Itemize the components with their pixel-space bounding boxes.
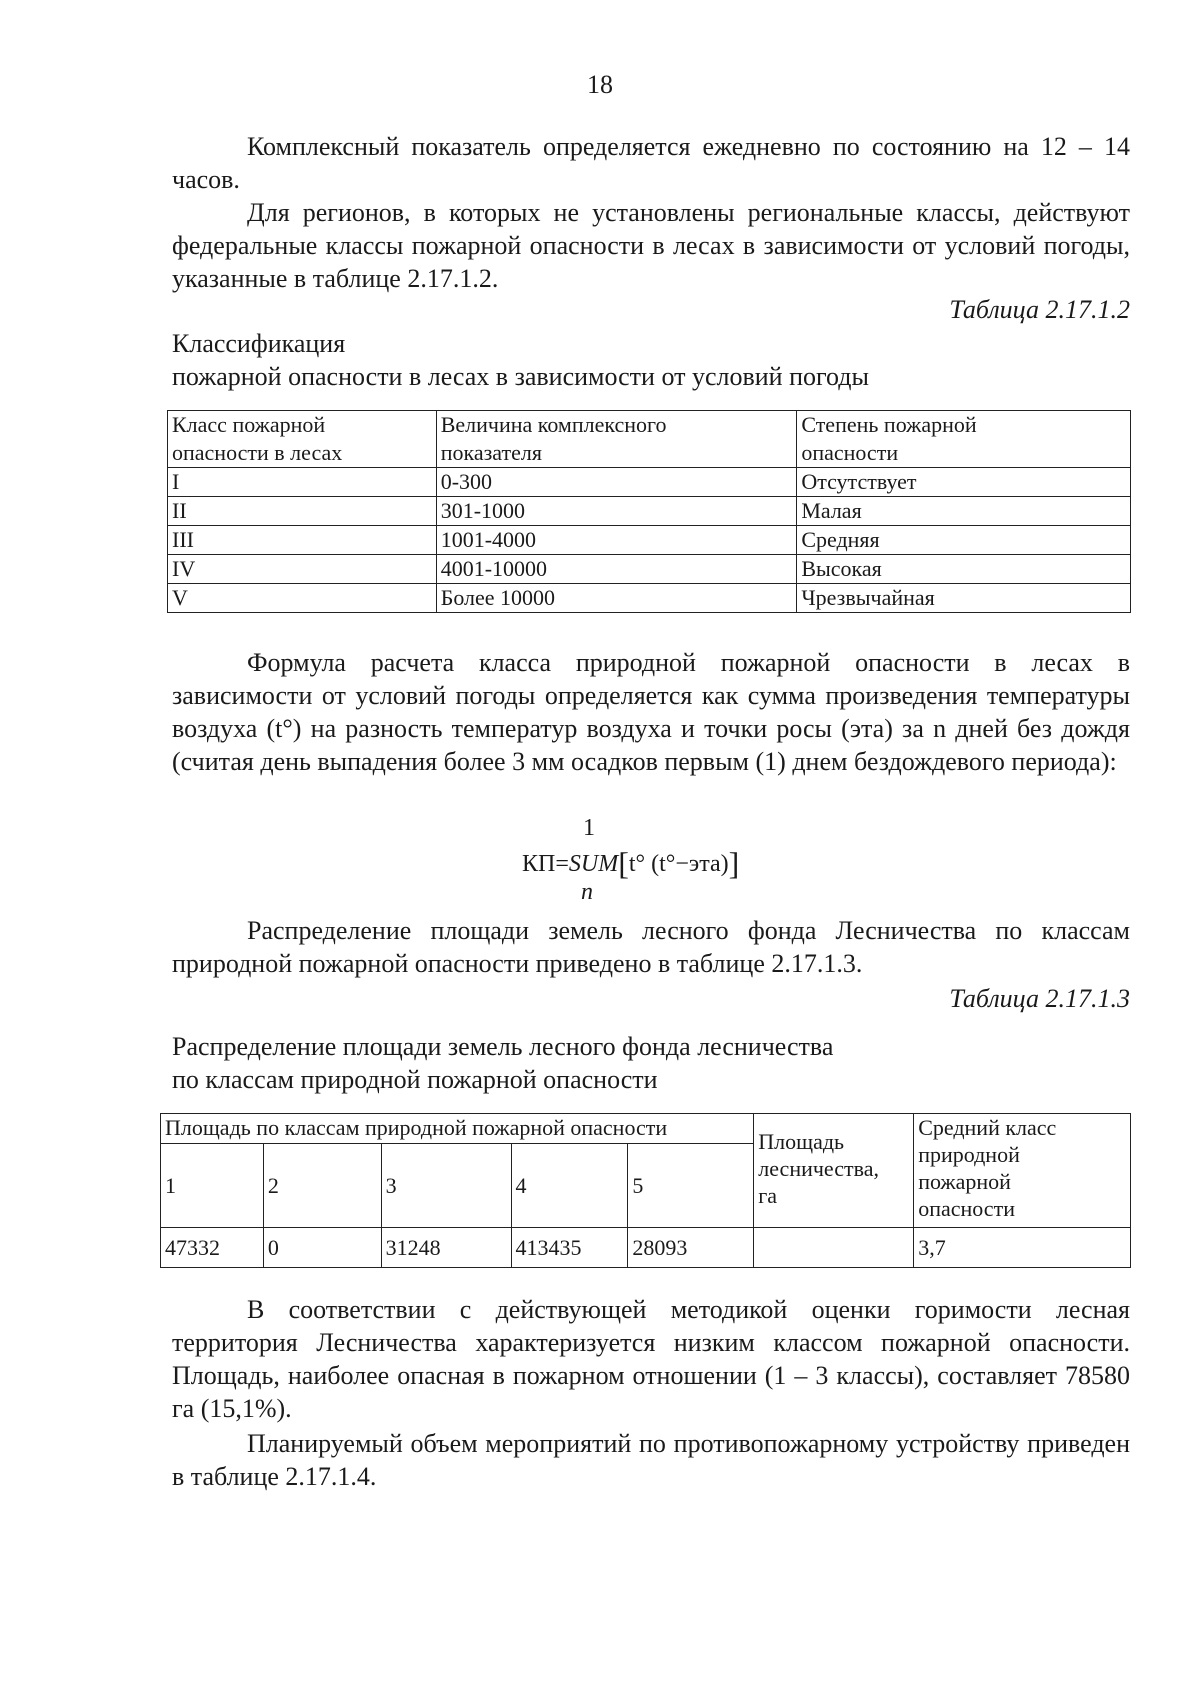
table-cell: Отсутствует xyxy=(797,468,1131,497)
fire-danger-classification-table xyxy=(167,410,1131,613)
table-header-row xyxy=(161,1114,1131,1144)
table-cell-average: 3,7 xyxy=(914,1228,1131,1268)
formula-numerator: 1 xyxy=(583,815,595,841)
table-header-row xyxy=(168,411,1131,468)
paragraph-planned-measures: Планируемый объем мероприятий по противопожарному устройству приведен в таблице 2.17.1.4. xyxy=(172,1429,1130,1491)
table-row xyxy=(168,497,1131,526)
table-cell: Средняя xyxy=(797,526,1131,555)
table-cell: 47332 xyxy=(161,1228,264,1268)
table-cell: Более 10000 xyxy=(436,584,797,613)
class-number-cell: 3 xyxy=(381,1144,511,1228)
class-number-cell: 5 xyxy=(628,1144,754,1228)
table-row xyxy=(168,584,1131,613)
table-cell: 31248 xyxy=(381,1228,511,1268)
table-cell: Чрезвычайная xyxy=(797,584,1131,613)
table-cell: Малая xyxy=(797,497,1131,526)
area-by-fire-class-table xyxy=(160,1113,1131,1268)
class-number-cell: 2 xyxy=(263,1144,381,1228)
table-row xyxy=(168,526,1131,555)
table2-title-line2: по классам природной пожарной опасности xyxy=(172,1065,658,1094)
header-cell-area-by-classes: Площадь по классам природной пожарной опасности xyxy=(161,1114,754,1144)
table-row xyxy=(161,1228,1131,1268)
table-cell: III xyxy=(168,526,437,555)
table-row xyxy=(168,468,1131,497)
paragraph-federal-classes: Для регионов, в которых не установлены региональные классы, действуют федеральные классы пожарной опасности в лесах в зависимости от условий погоды, указанные в таблице 2.17.1.2. xyxy=(172,198,1130,293)
paragraph-daily-index: Комплексный показатель определяется ежедневно по состоянию на 12 – 14 часов. xyxy=(172,132,1130,194)
class-number-cell: 4 xyxy=(511,1144,628,1228)
header-cell-class: Класс пожарной опасности в лесах xyxy=(168,411,437,468)
table-cell: IV xyxy=(168,555,437,584)
table-cell: 1001-4000 xyxy=(436,526,797,555)
table2-title-line1: Распределение площади земель лесного фонда лесничества xyxy=(172,1032,834,1061)
paragraph-formula-description: Формула расчета класса природной пожарной опасности в лесах в зависимости от условий погоды определяется как сумма произведения температуры воздуха (t°) на разность температур воздуха и точки росы (эта) за n дней без дождя (считая день выпадения более 3 мм осадков первым (1) днем бездождевого периода): xyxy=(172,648,1130,776)
class-number-cell: 1 xyxy=(161,1144,264,1228)
formula-denominator: n xyxy=(581,879,593,905)
table-cell: 28093 xyxy=(628,1228,754,1268)
table1-title-line2: пожарной опасности в лесах в зависимости от условий погоды xyxy=(172,362,869,391)
table-cell: 0-300 xyxy=(436,468,797,497)
table-cell: II xyxy=(168,497,437,526)
header-cell-forestry-area: Площадь лесничества, га xyxy=(754,1114,914,1228)
header-cell-index: Величина комплексного показателя xyxy=(436,411,797,468)
table-cell: 4001-10000 xyxy=(436,555,797,584)
table-cell: 301-1000 xyxy=(436,497,797,526)
paragraph-area-distribution: Распределение площади земель лесного фонда Лесничества по классам природной пожарной опасности приведено в таблице 2.17.1.3. xyxy=(172,916,1130,978)
table-cell: V xyxy=(168,584,437,613)
table-cell: 413435 xyxy=(511,1228,628,1268)
table-cell-area xyxy=(754,1228,914,1268)
table-cell: Высокая xyxy=(797,555,1131,584)
paragraph-methodology: В соответствии с действующей методикой оценки горимости лесная территория Лесничества характеризуется низким классом пожарной опасности. Площадь, наиболее опасная в пожарном отношении (1 – 3 классы), составляет 78580 га (15,1%). xyxy=(172,1295,1130,1423)
table2-caption: Таблица 2.17.1.3 xyxy=(949,984,1130,1013)
header-cell-degree: Степень пожарной опасности xyxy=(797,411,1131,468)
formula-expression: КП=SUM[t° (t°−эта)] xyxy=(522,845,740,881)
table1-title-line1: Классификация xyxy=(172,329,346,358)
header-cell-average-class: Средний класс природной пожарной опасности xyxy=(914,1114,1131,1228)
table-row xyxy=(168,555,1131,584)
table1-caption: Таблица 2.17.1.2 xyxy=(949,295,1130,324)
formula-kp xyxy=(522,815,922,905)
table-cell: 0 xyxy=(263,1228,381,1268)
page-number: 18 xyxy=(587,70,613,99)
table-cell: I xyxy=(168,468,437,497)
